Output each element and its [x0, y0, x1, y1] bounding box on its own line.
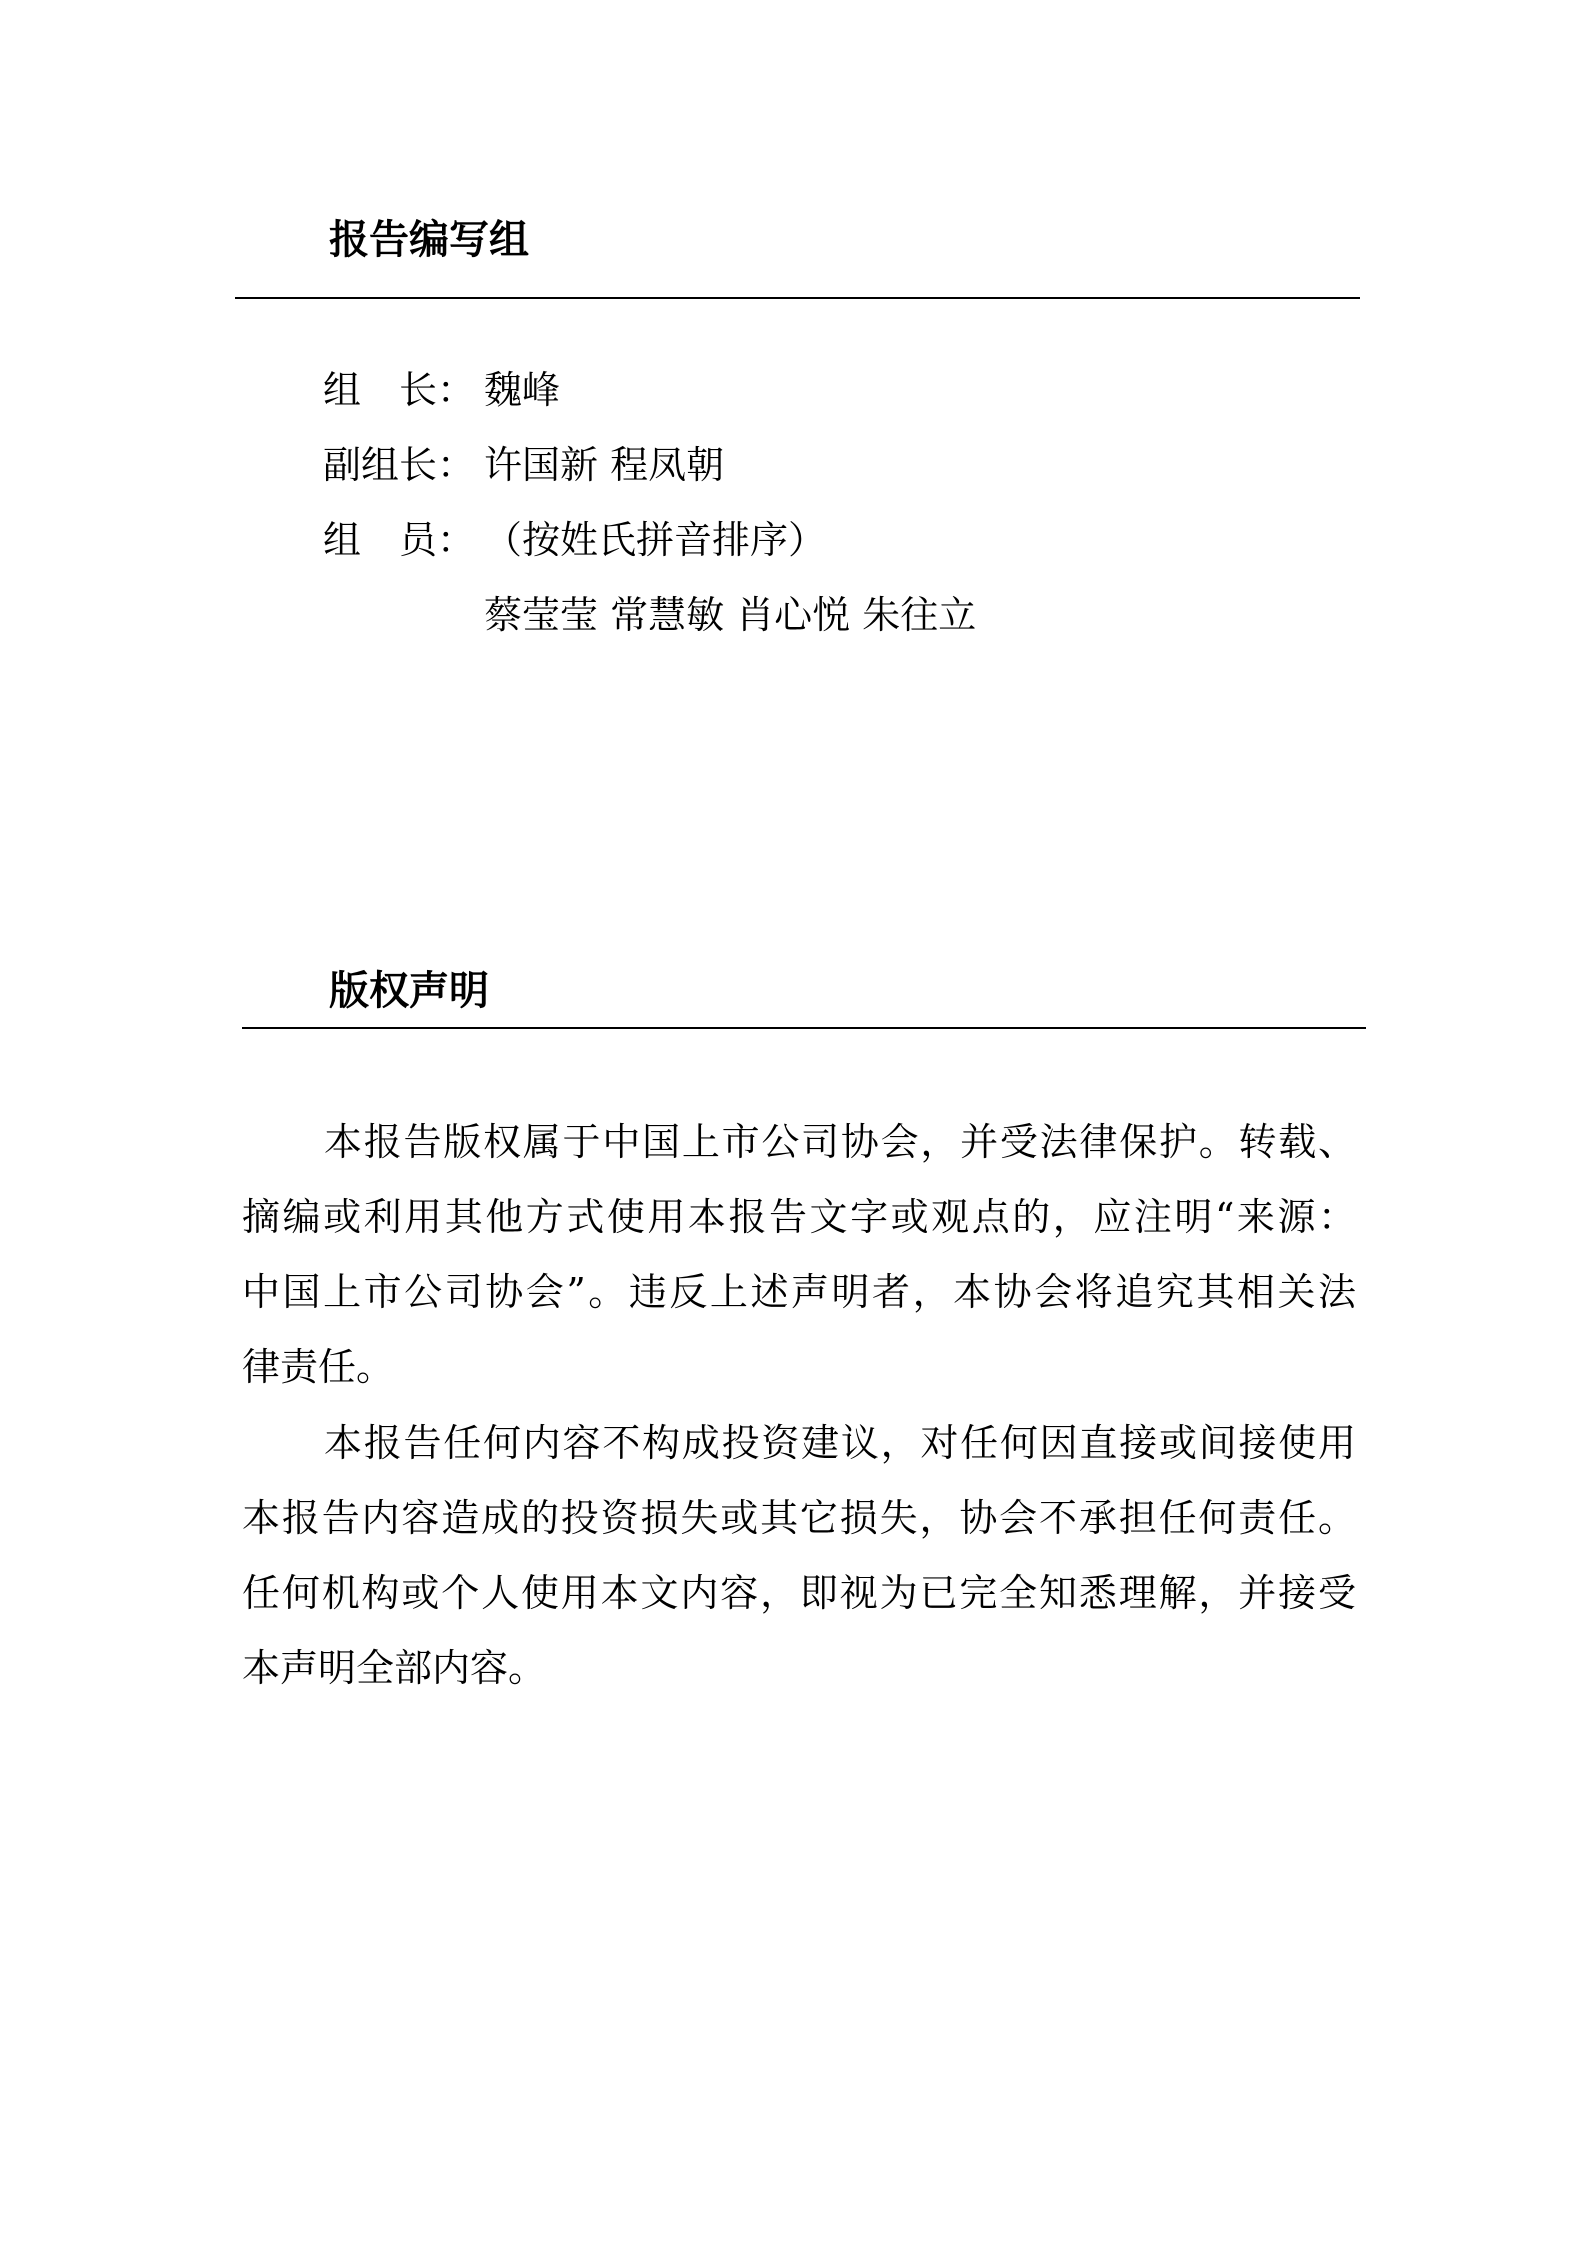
- leader-name: 魏峰: [484, 368, 561, 412]
- heading-divider: [235, 297, 1360, 299]
- heading-divider: [242, 1027, 1366, 1029]
- team-heading: 报告编写组: [329, 217, 529, 263]
- text-line: 本声明全部内容。: [242, 1646, 547, 1690]
- members-row: [323, 518, 827, 562]
- text-line: 任何机构或个人使用本文内容，即视为已完全知悉理解，并接受: [242, 1571, 1356, 1615]
- text-line: 摘编或利用其他方式使用本报告文字或观点的，应注明“来源：: [242, 1195, 1356, 1239]
- leader-row: [323, 368, 561, 412]
- leader-label: 组 长：: [323, 368, 476, 412]
- members-label: 组 员：: [323, 518, 476, 562]
- text-line: 本报告任何内容不构成投资建议，对任何因直接或间接使用: [324, 1421, 1356, 1465]
- text-line: 本报告版权属于中国上市公司协会，并受法律保护。转载、: [324, 1120, 1356, 1164]
- text-line: 中国上市公司协会”。违反上述声明者，本协会将追究其相关法: [242, 1270, 1356, 1314]
- deputy-label: 副组长：: [323, 443, 476, 487]
- text-line: 律责任。: [242, 1345, 395, 1389]
- text-line: 本报告内容造成的投资损失或其它损失，协会不承担任何责任。: [242, 1496, 1356, 1540]
- deputy-names: 许国新 程凤朝: [484, 443, 725, 487]
- copyright-heading: 版权声明: [329, 968, 489, 1014]
- deputy-row: [323, 443, 725, 487]
- members-note: （按姓氏拼音排序）: [484, 518, 827, 562]
- member-names: 蔡莹莹 常慧敏 肖心悦 朱往立: [484, 593, 977, 637]
